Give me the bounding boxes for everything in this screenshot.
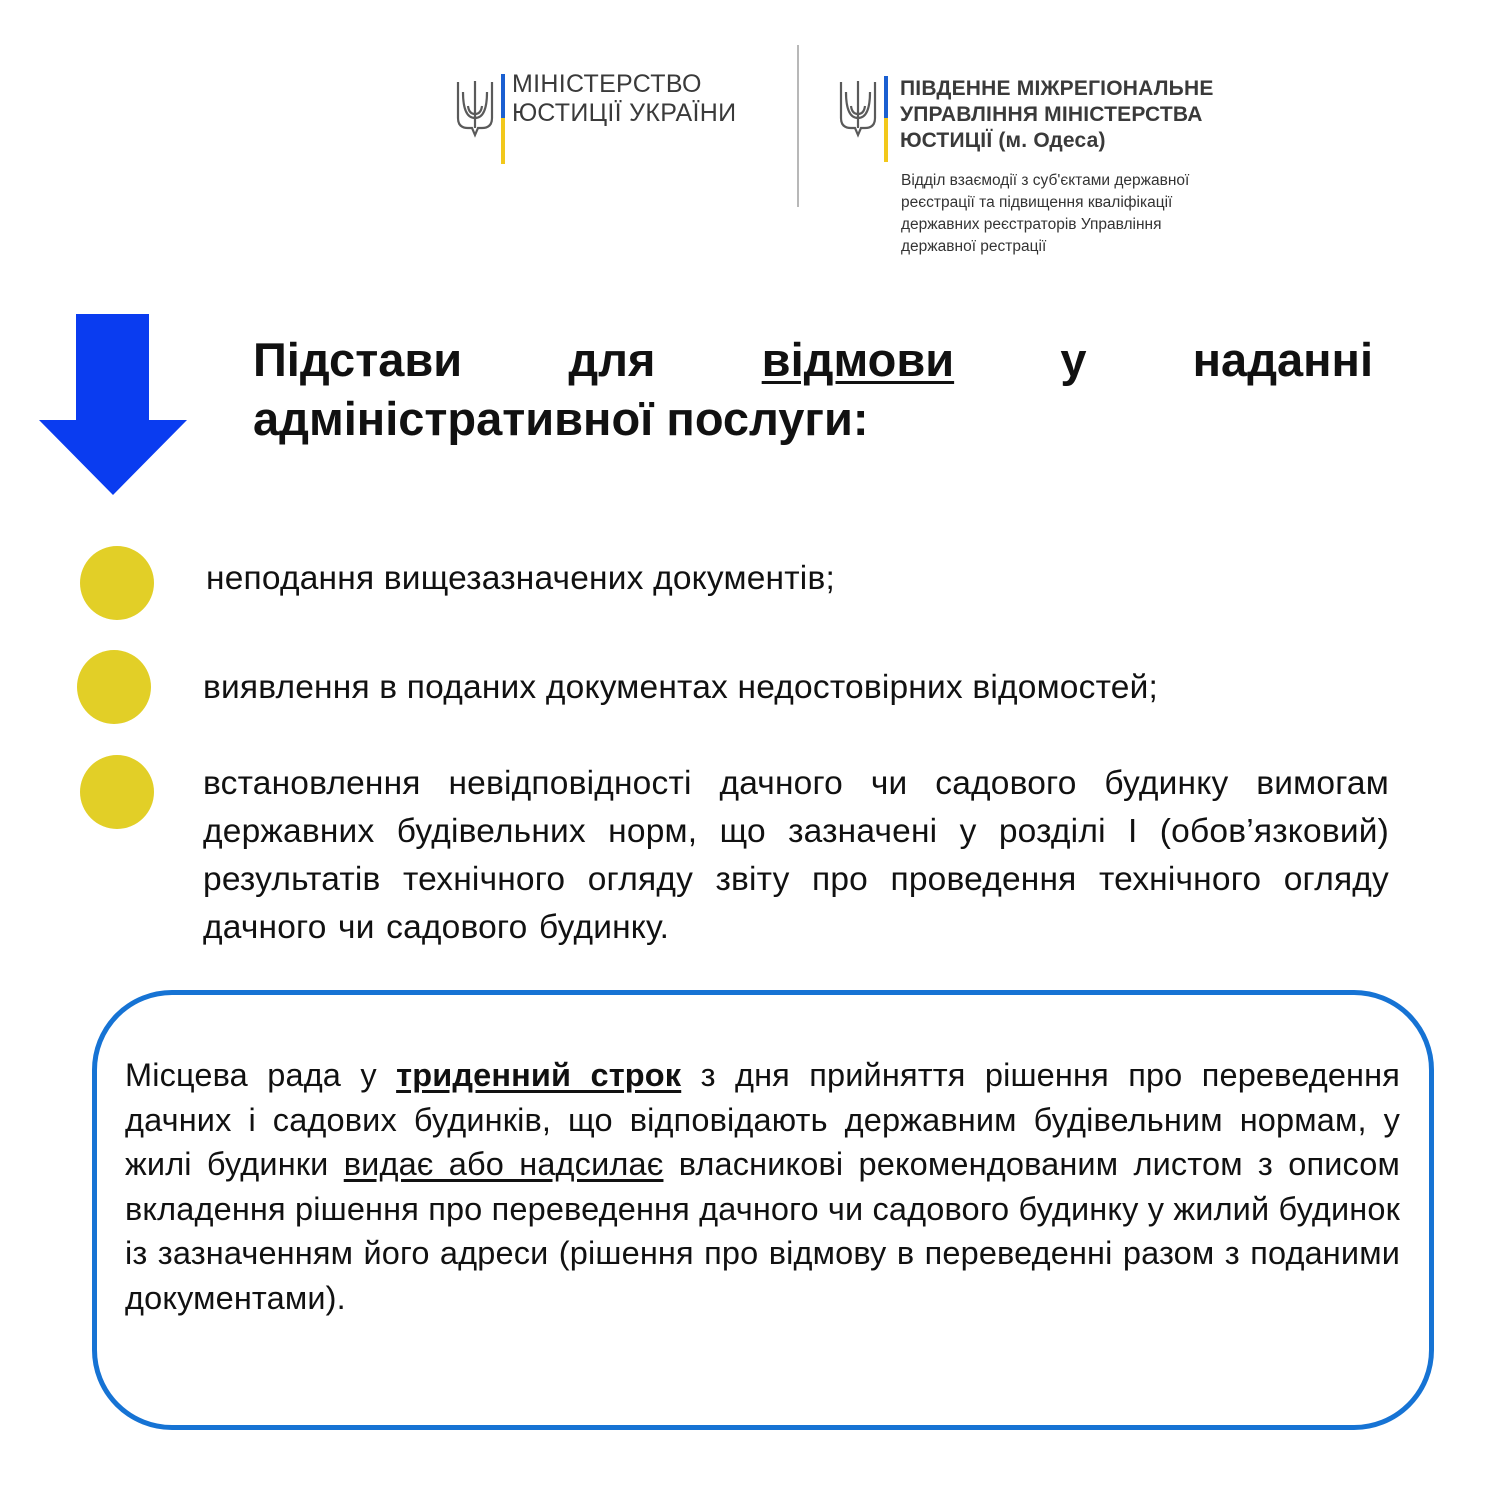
trident-emblem-icon xyxy=(838,78,878,138)
bullet-dot xyxy=(77,650,151,724)
bullet-item: встановлення невідповідності дачного чи садового будинку вимогам державних будівельних норм, що зазначені у розділі I (обов’язковий) результатів технічного огляду звіту про проведення технічного огляду дачного чи садового будинку. xyxy=(203,765,1389,946)
south-office-line2: УПРАВЛІННЯ МІНІСТЕРСТВА xyxy=(900,103,1203,126)
bullet-item: виявлення в поданих документах недостовірних відомостей; xyxy=(203,669,1159,706)
department-line4: державної рестрації xyxy=(901,238,1047,255)
ministry-name xyxy=(512,70,736,128)
notice-text-part3: власникові рекомендованим листом з описом вкладення рішення про переведення дачного чи садового будинку у жилий будинок із зазначенням його адреси (рішення про відмову в переведенні разом з поданими документами). xyxy=(125,1146,1400,1316)
ministry-name-line1: МІНІСТЕРСТВО xyxy=(512,70,702,98)
flag-bar-yellow xyxy=(501,118,505,164)
flag-bar-blue xyxy=(501,74,505,118)
south-office-line1: ПІВДЕННЕ МІЖРЕГІОНАЛЬНЕ xyxy=(900,77,1214,100)
south-office-line3: ЮСТИЦІЇ (м. Одеса) xyxy=(900,129,1106,152)
flag-bar-yellow xyxy=(884,118,888,162)
department-line2: реєстрації та підвищення кваліфікації xyxy=(901,194,1173,211)
bullet-dot xyxy=(80,755,154,829)
notice-text-part1: Місцева рада у xyxy=(125,1057,397,1093)
down-arrow-icon xyxy=(38,314,188,496)
notice-text xyxy=(125,1053,1400,1320)
page-title xyxy=(253,330,1373,448)
notice-text-part2: з дня прийняття рішення про переведення дачних і садових будинків, що відповідають державним будівельним нормам, у жилі будинки xyxy=(125,1057,1401,1182)
notice-action: видає або надсилає xyxy=(343,1146,664,1182)
department-line3: державних реєстраторів Управління xyxy=(901,216,1162,233)
flag-bar-blue xyxy=(884,76,888,118)
title-text-start: Підстави для xyxy=(253,333,762,386)
header-divider xyxy=(797,45,799,207)
bullet-dot xyxy=(80,546,154,620)
bullet-item: неподання вищезазначених документів; xyxy=(206,560,835,597)
department-line1: Відділ взаємодії з суб'єктами державної xyxy=(901,172,1190,189)
department-name xyxy=(901,170,1189,258)
notice-deadline: триденний строк xyxy=(396,1057,682,1093)
trident-emblem-icon xyxy=(455,78,495,138)
title-text-end: у наданні адміністративної послуги: xyxy=(253,333,1373,445)
ministry-name-line2: ЮСТИЦІЇ УКРАЇНИ xyxy=(512,99,737,127)
title-underlined-word: відмови xyxy=(761,333,955,386)
south-office-name xyxy=(900,76,1214,154)
